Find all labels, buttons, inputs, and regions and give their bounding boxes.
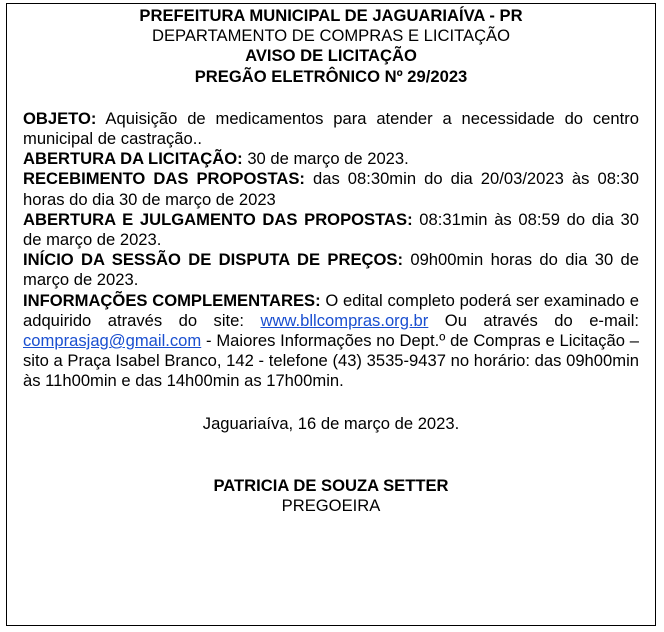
informacoes-text-contact: - Maiores Informações no Dept.º de Compras e Licitação – sito a Praça Isabel Branco, 142 - telefone (43) 3535-9437 no horário: das 09h00min às 11h00min e das 14h00min as 17h00min. [23,331,639,391]
recebimento-label: RECEBIMENTO DAS PROPOSTAS: [23,169,305,189]
julgamento-text: 08:31min às 08:59 do dia 30 de março de 2023. [23,209,639,250]
header-municipality: PREFEITURA MUNICIPAL DE JAGUARIAÍVA - PR [139,6,523,25]
section-recebimento [23,169,639,209]
header-auction-number: PREGÃO ELETRÔNICO Nº 29/2023 [194,66,468,86]
section-julgamento [23,210,639,250]
disputa-label: INÍCIO DA SESSÃO DE DISPUTA DE PREÇOS: [23,250,403,270]
informacoes-label: INFORMAÇÕES COMPLEMENTARES: [23,290,321,310]
notice-header [23,6,639,87]
disputa-text: 09h00min horas do dia 30 de março de 2023. [23,250,639,290]
objeto-text: Aquisição de medicamentos para atender a necessidade do centro municipal de castração.. [23,108,639,149]
abertura-label: ABERTURA DA LICITAÇÃO: [23,149,243,169]
julgamento-label: ABERTURA E JULGAMENTO DAS PROPOSTAS: [23,209,413,229]
recebimento-text: das 08:30min do dia 20/03/2023 às 08:30 horas do dia 30 de março de 2023 [23,169,639,209]
section-informacoes [23,291,639,392]
informacoes-text-site: O edital completo poderá ser examinado e adquirido através do site: [23,290,639,330]
signature-role: PREGOEIRA [281,496,381,516]
section-abertura [23,149,639,169]
header-notice-title: AVISO DE LICITAÇÃO [245,46,417,66]
section-disputa [23,250,639,290]
licitacao-notice [6,3,656,626]
place-date: Jaguariaíva, 16 de março de 2023. [202,413,460,433]
signature-name: PATRICIA DE SOUZA SETTER [213,475,449,495]
objeto-label: OBJETO: [23,108,97,128]
section-objeto [23,109,639,149]
informacoes-text-email: Ou através do e-mail: [428,310,639,330]
email-link[interactable]: comprasjag@gmail.com [23,331,202,351]
abertura-text: 30 de março de 2023. [242,149,409,169]
header-department: DEPARTAMENTO DE COMPRAS E LICITAÇÃO [151,26,511,46]
site-link[interactable]: www.bllcompras.org.br [260,310,429,330]
